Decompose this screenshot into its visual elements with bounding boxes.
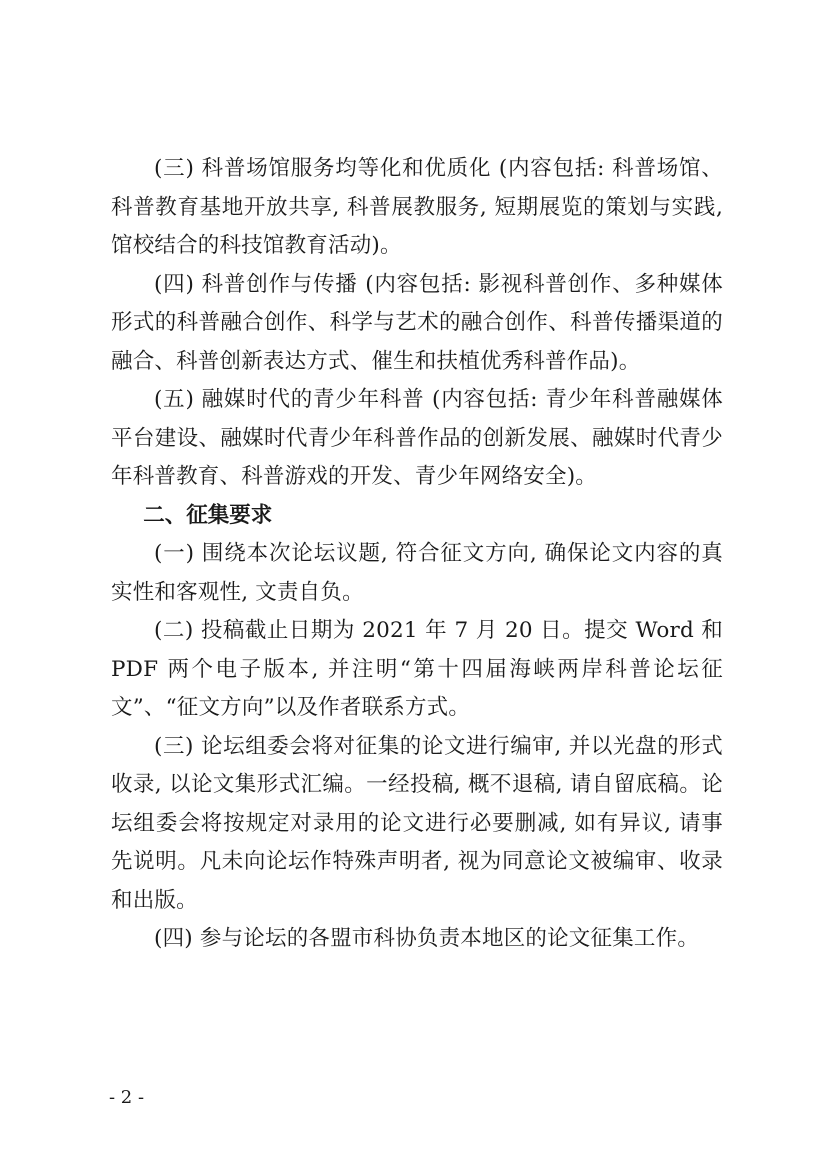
paragraph-youth-science: (五) 融媒时代的青少年科普 (内容包括: 青少年科普融媒体平台建设、融媒时代青少年科普作品的创新发展、融媒时代青少年科普教育、科普游戏的开发、青少年网络安全)。 bbox=[111, 387, 723, 489]
paragraph-requirement-collection: (四) 参与论坛的各盟市科协负责本地区的论文征集工作。 bbox=[154, 926, 700, 951]
paragraph-science-venues: (三) 科普场馆服务均等化和优质化 (内容包括: 科普场馆、科普教育基地开放共享, 科普展教服务, 短期展览的策划与实践, 馆校结合的科技馆教育活动)。 bbox=[111, 156, 723, 258]
document-body bbox=[111, 150, 723, 959]
paragraph-science-creation: (四) 科普创作与传播 (内容包括: 影视科普创作、多种媒体形式的科普融合创作、科学与艺术的融合创作、科普传播渠道的融合、科普创新表达方式、催生和扶植优秀科普作品)。 bbox=[111, 271, 723, 374]
paragraph-requirement-deadline: (二) 投稿截止日期为 2021 年 7 月 20 日。提交 Word 和 PDF 两个电子版本, 并注明“第十四届海峡两岸科普论坛征文”、“征文方向”以及作者联系方式。 bbox=[111, 618, 723, 720]
section-heading: 二、征集要求 bbox=[143, 502, 273, 528]
paragraph-requirement-topic: (一) 围绕本次论坛议题, 符合征文方向, 确保论文内容的真实性和客观性, 文责自负。 bbox=[111, 541, 723, 605]
paragraph-requirement-review: (三) 论坛组委会将对征集的论文进行编审, 并以光盘的形式收录, 以论文集形式汇编。一经投稿, 概不退稿, 请自留底稿。论坛组委会将按规定对录用的论文进行必要删减, 如有异议, 请事先说明。凡未向论坛作特殊声明者, 视为同意论文被编审、收录和出版。 bbox=[111, 733, 723, 913]
page-number: - 2 - bbox=[109, 1087, 145, 1108]
